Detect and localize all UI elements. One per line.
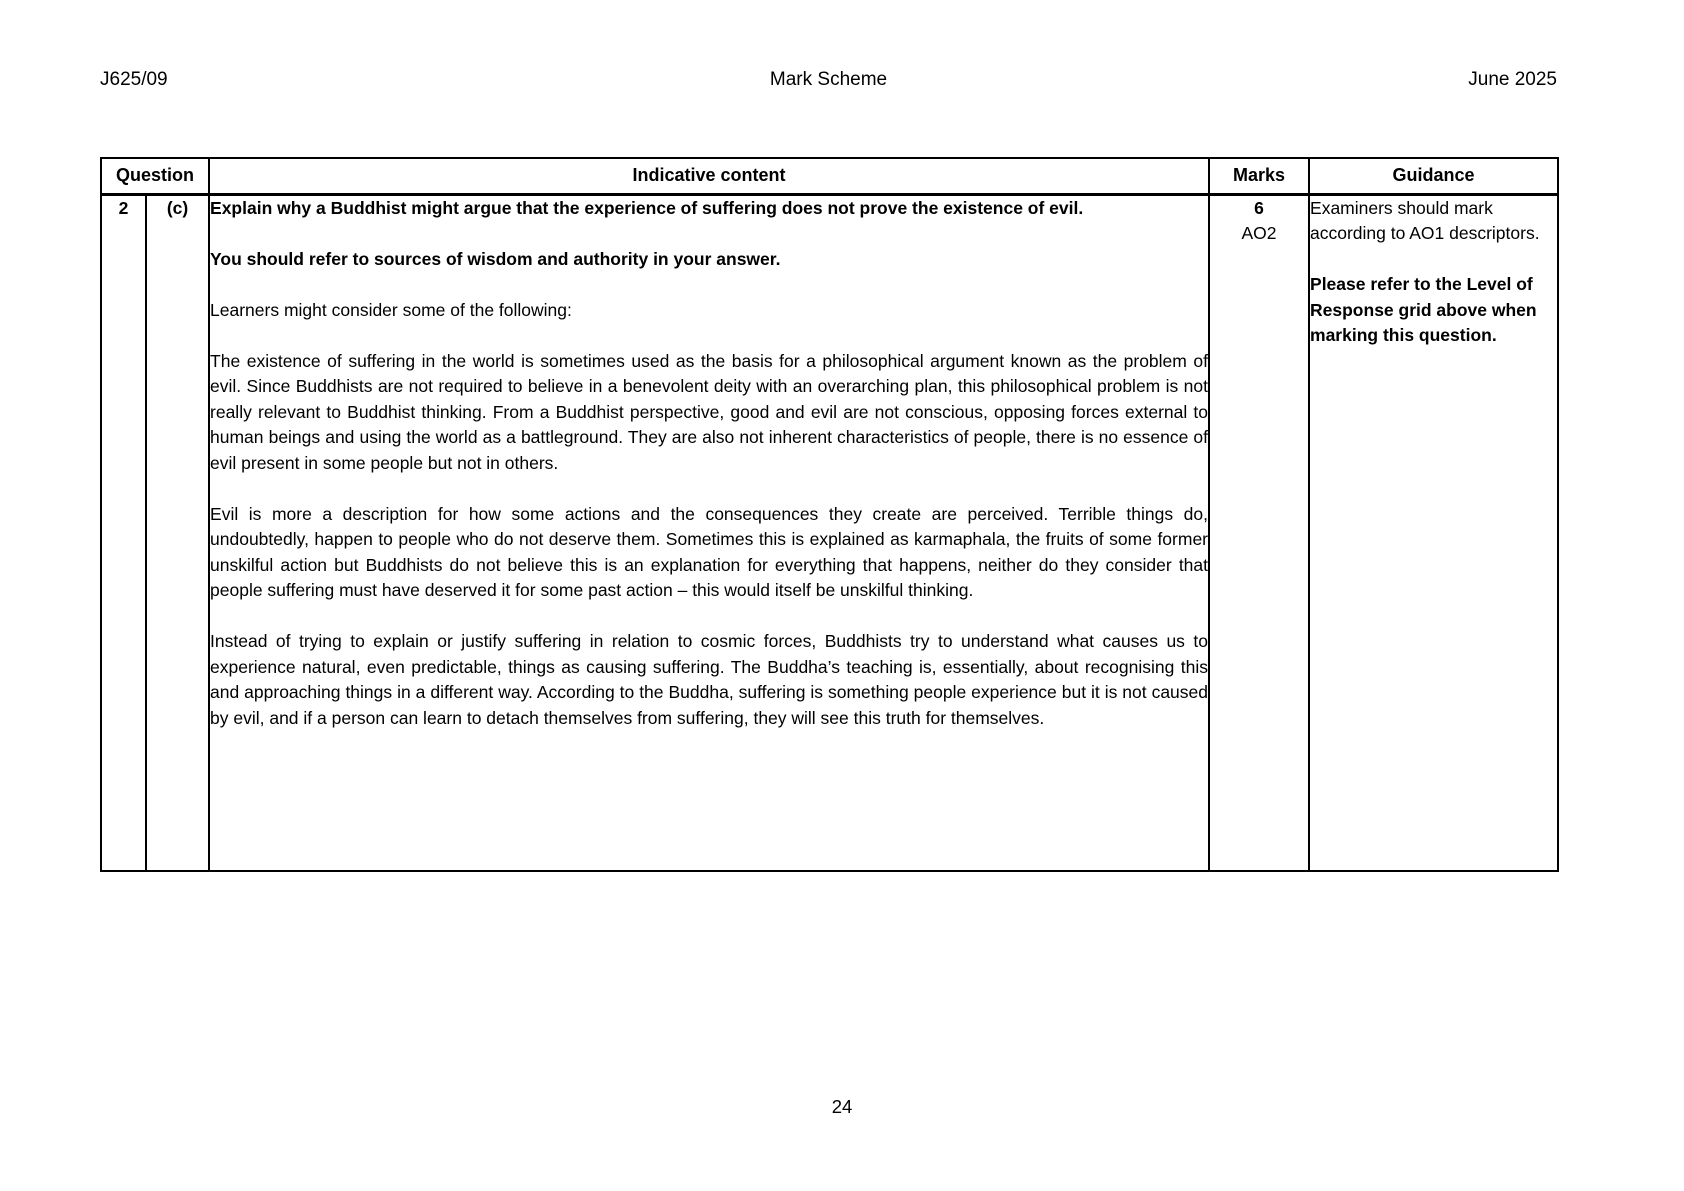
- marks-value: 6: [1254, 197, 1264, 218]
- table-row: [101, 194, 1558, 871]
- question-part: (c): [146, 194, 209, 871]
- indicative-paragraph-1: The existence of suffering in the world is sometimes used as the basis for a philosophical argument known as the problem of evil. Since Buddhists are not required to believe in a benevolent deity with an overarching plan, this philosophical problem is not really relevant to Buddhist thinking. From a Buddhist perspective, good and evil are not conscious, opposing forces external to human beings and using the world as a battleground. They are also not inherent characteristics of people, there is no essence of evil present in some people but not in others.: [210, 350, 1209, 473]
- indicative-column-header: Indicative content: [209, 158, 1209, 194]
- guidance-bold-note: Please refer to the Level of Response grid above when marking this question.: [1310, 274, 1537, 345]
- paper-code: J625/09: [100, 69, 168, 90]
- indicative-content-cell: [209, 194, 1209, 871]
- guidance-cell: [1309, 194, 1558, 871]
- table-header-row: [101, 158, 1558, 194]
- guidance-column-header: Guidance: [1309, 158, 1558, 194]
- mark-scheme-table: [100, 157, 1559, 872]
- exam-session: June 2025: [1468, 69, 1557, 90]
- question-prompt: Explain why a Buddhist might argue that the experience of suffering does not prove the existence of evil.: [210, 197, 1084, 218]
- marks-cell: [1209, 194, 1309, 871]
- document-title: Mark Scheme: [769, 69, 888, 90]
- marks-column-header: Marks: [1209, 158, 1309, 194]
- learners-intro: Learners might consider some of the following:: [210, 299, 572, 320]
- page-number: 24: [831, 1096, 853, 1117]
- document-header: [100, 69, 1557, 91]
- guidance-note: Examiners should mark according to AO1 descriptors.: [1310, 197, 1540, 243]
- indicative-paragraph-3: Instead of trying to explain or justify suffering in relation to cosmic forces, Buddhists try to understand what causes us to experience natural, even predictable, things as causing suffering. The Buddha’s teaching is, essentially, about recognising this and approaching things in a different way. According to the Buddha, suffering is something people experience but it is not caused by evil, and if a person can learn to detach themselves from suffering, they will see this truth for themselves.: [210, 631, 1209, 728]
- indicative-paragraph-2: Evil is more a description for how some actions and the consequences they create are perceived. Terrible things do, undoubtedly, happen to people who do not deserve them. Sometimes this is explained as karmaphala, the fruits of some former unskilful action but Buddhists do not believe this is an explanation for everything that happens, neither do they consider that people suffering must have deserved it for some past action – this would itself be unskilful thinking.: [210, 503, 1209, 600]
- question-number: 2: [101, 194, 146, 871]
- assessment-objective: AO2: [1241, 223, 1277, 243]
- question-instruction: You should refer to sources of wisdom and authority in your answer.: [210, 248, 781, 269]
- question-column-header: Question: [101, 158, 209, 194]
